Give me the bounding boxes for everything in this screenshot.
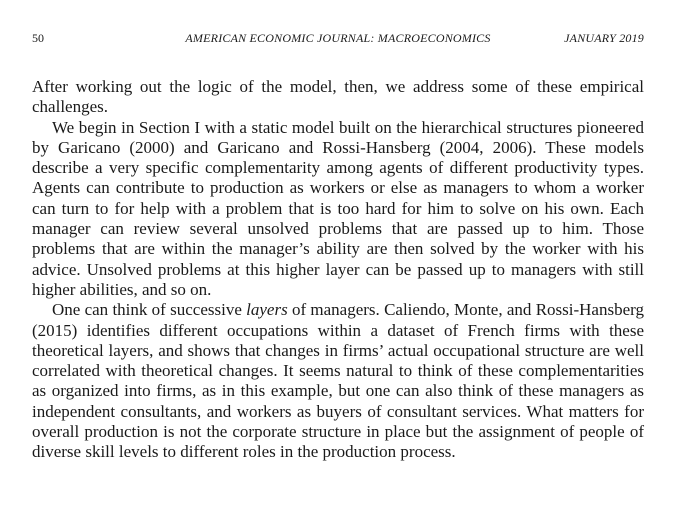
journal-title: AMERICAN ECONOMIC JOURNAL: MACROECONOMICS xyxy=(185,31,491,45)
paragraph-3-lead: One can think of successive xyxy=(52,300,247,320)
paragraph-1: After working out the logic of the model, then, we address some of these empirical challenges. xyxy=(32,77,644,117)
paragraph-3-rest: of managers. Caliendo, Monte, and Rossi-Hansberg (2015) identifies different occupations within a dataset of French firms with these theoretical layers, and shows that changes in firms’ actual occupational structure are well correlated with theoretical changes. It seems natural to think of these complementarities as organized into firms, as in this example, but one can also think of these managers as independent consultants, and workers as buyers of consultant services. What matters for overall production is not the corporate structure in place but the assignment of people of diverse skill levels to different roles in the production process. xyxy=(32,300,644,462)
paragraph-3-emphasis: layers xyxy=(246,300,288,320)
running-header xyxy=(32,30,644,46)
issue-date: JANUARY 2019 xyxy=(564,31,644,45)
body-text xyxy=(32,77,644,463)
paragraph-2: We begin in Section I with a static model built on the hierarchical structures pioneered by Garicano (2000) and Garicano and Rossi-Hansberg (2004, 2006). These models describe a very specific complementarity among agents of different productivity types. Agents can contribute to production as workers or else as managers to whom a worker can turn to for help with a problem that is too hard for him to solve on his own. Each manager can review several unsolved problems that are passed up to him. Those problems that are within the manager’s ability are then solved by the worker with his advice. Unsolved problems at this higher layer can be passed up to managers with still higher abilities, and so on. xyxy=(32,117,644,299)
page-number: 50 xyxy=(32,31,44,45)
paragraph-3 xyxy=(32,300,644,462)
